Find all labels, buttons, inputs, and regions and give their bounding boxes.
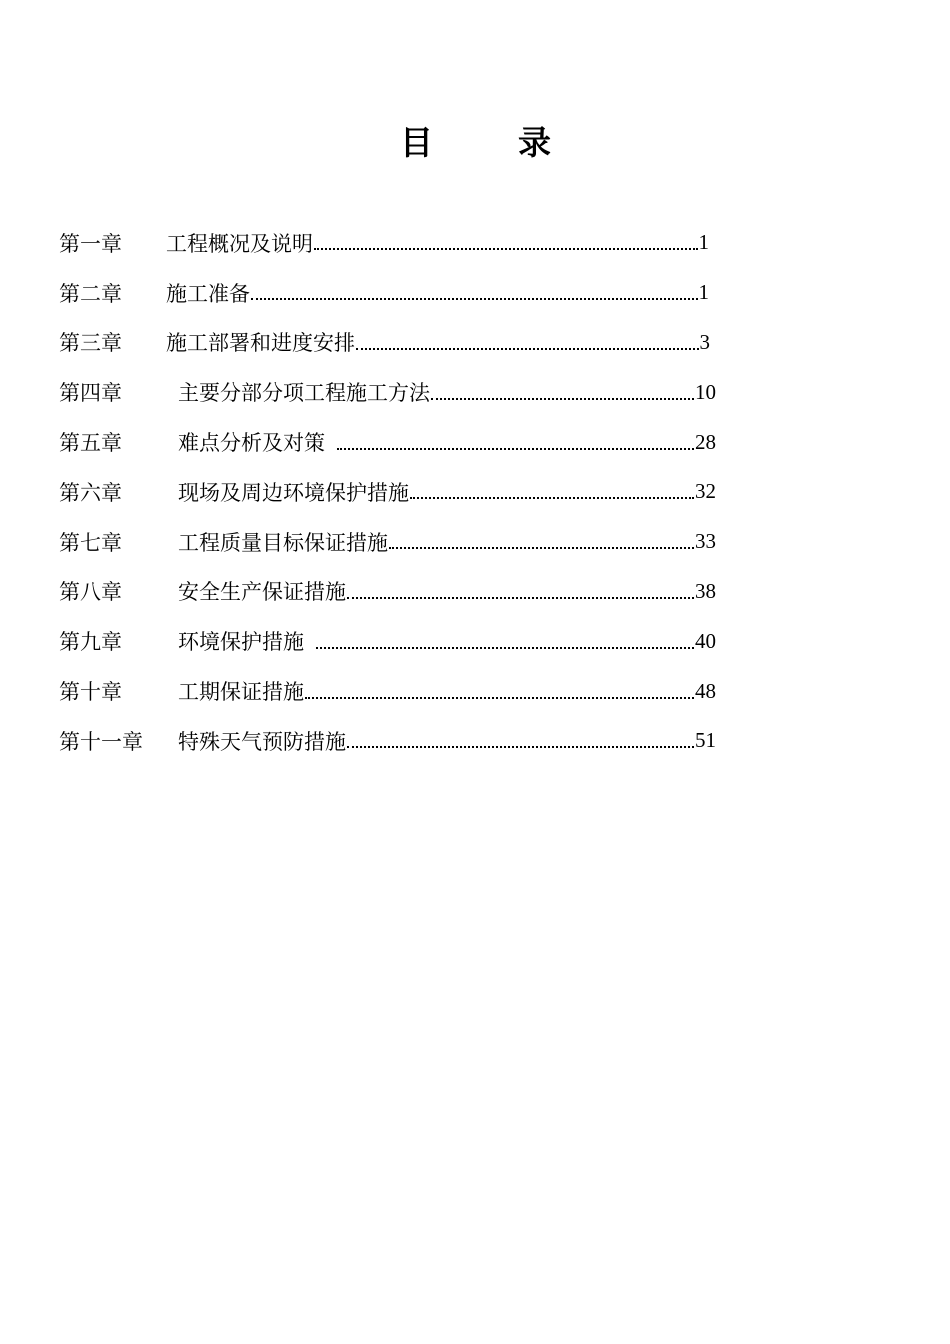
toc-page-number: 51 <box>695 728 716 753</box>
toc-entry-11[interactable] <box>59 716 729 766</box>
toc-page-number: 33 <box>695 529 716 554</box>
toc-entry-3[interactable] <box>59 318 729 368</box>
toc-entry-4[interactable] <box>59 367 729 417</box>
toc-entry-10[interactable] <box>59 666 729 716</box>
toc-chapter: 第一章 <box>59 231 122 256</box>
toc-leader <box>337 432 694 453</box>
toc-page-number: 3 <box>699 329 710 354</box>
toc-text: 安全生产保证措施 <box>178 576 346 606</box>
toc-text: 工程质量目标保证措施 <box>178 527 388 557</box>
toc-page-number: 48 <box>695 678 716 703</box>
title-char-2: 录 <box>518 122 551 162</box>
toc-chapter: 第三章 <box>59 331 122 356</box>
toc-text: 工期保证措施 <box>178 676 304 706</box>
toc-text: 特殊天气预防措施 <box>178 726 346 756</box>
toc-leader <box>316 631 694 652</box>
toc-leader <box>389 531 694 552</box>
toc-page-number: 38 <box>695 578 716 603</box>
toc-chapter: 第五章 <box>59 431 122 456</box>
toc-page-number: 10 <box>695 379 716 404</box>
toc-chapter: 第四章 <box>59 381 122 406</box>
toc-chapter: 第九章 <box>59 630 122 655</box>
toc-leader <box>347 581 694 602</box>
toc-text: 难点分析及对策 <box>178 427 325 457</box>
toc-page-number: 1 <box>698 280 709 305</box>
toc-leader <box>356 332 699 353</box>
toc-chapter: 第二章 <box>59 281 122 306</box>
toc-leader <box>431 382 694 403</box>
toc-page-number: 32 <box>695 479 716 504</box>
toc-chapter: 第八章 <box>59 580 122 605</box>
toc-entry-2[interactable] <box>59 268 729 318</box>
page-title <box>400 116 551 164</box>
toc-text: 主要分部分项工程施工方法 <box>178 377 430 407</box>
toc-leader <box>410 481 694 502</box>
toc-leader <box>305 681 694 702</box>
toc-text: 环境保护措施 <box>178 626 304 656</box>
toc-chapter: 第七章 <box>59 530 122 555</box>
toc-text: 施工准备 <box>166 278 250 308</box>
toc-text: 工程概况及说明 <box>166 228 313 258</box>
toc-leader <box>314 232 698 253</box>
toc-page-number: 40 <box>695 628 716 653</box>
toc-chapter: 第十章 <box>59 680 122 705</box>
toc-entry-7[interactable] <box>59 517 729 567</box>
title-char-1: 目 <box>400 122 433 162</box>
toc-entry-8[interactable] <box>59 567 729 617</box>
table-of-contents <box>59 218 729 766</box>
toc-chapter: 第六章 <box>59 480 122 505</box>
toc-entry-1[interactable] <box>59 218 729 268</box>
toc-chapter: 第十一章 <box>59 729 143 754</box>
toc-entry-6[interactable] <box>59 467 729 517</box>
toc-entry-5[interactable] <box>59 417 729 467</box>
toc-entry-9[interactable] <box>59 616 729 666</box>
toc-page-number: 28 <box>695 429 716 454</box>
toc-leader <box>347 730 694 751</box>
toc-text: 现场及周边环境保护措施 <box>178 477 409 507</box>
toc-leader <box>251 282 698 303</box>
toc-page-number: 1 <box>698 230 709 255</box>
toc-text: 施工部署和进度安排 <box>166 327 355 357</box>
